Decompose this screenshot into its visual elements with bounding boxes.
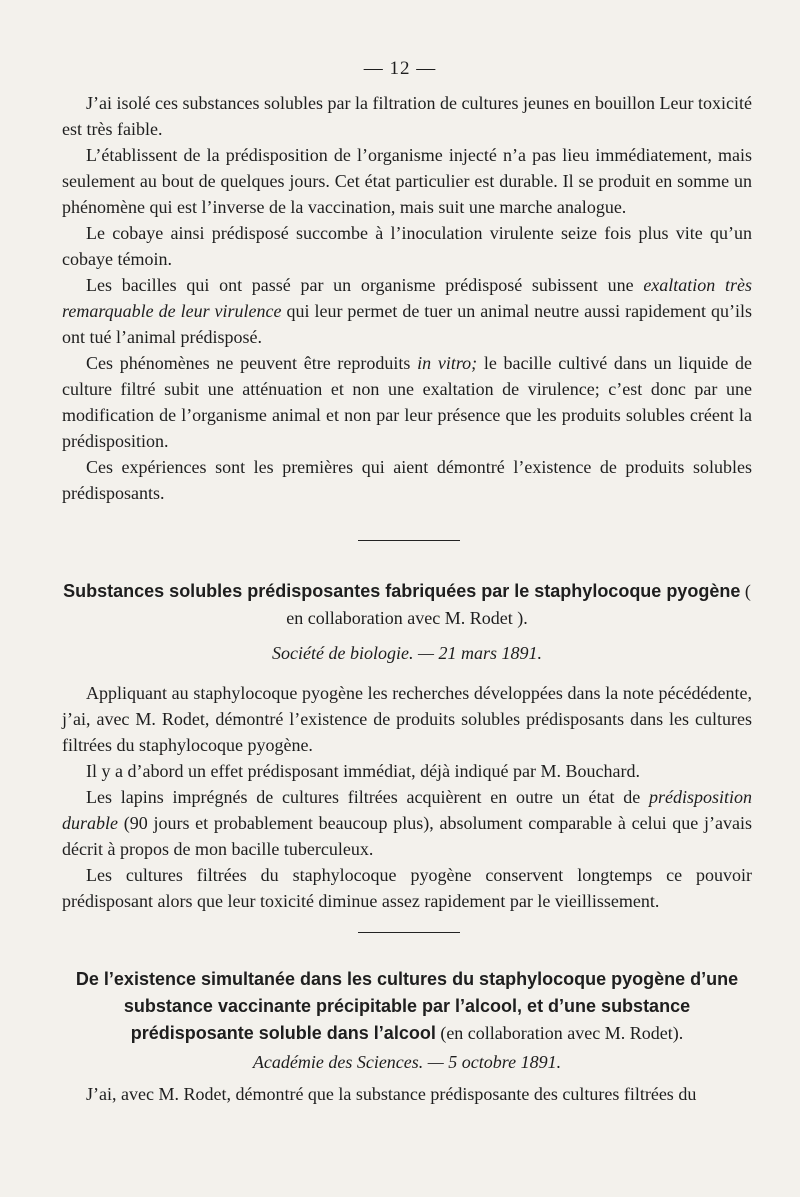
text: Les bacilles qui ont passé par un organisme prédisposé subissent une [86, 275, 644, 295]
section-3 [62, 966, 752, 1107]
text: qui leur permet de tuer un animal neutre aussi rapidement qu’ils ont tué l’animal prédisposé. [62, 301, 753, 347]
paragraph: L’établissent de la prédisposition de l’organisme injecté n’a pas lieu immédiatement, mais seulement au bout de quelques jours. Cet état particulier est durable. Il se produit en somme un phénomène qui est l’inverse de la vaccination, mais suit une marche analogue. [62, 145, 752, 217]
source-citation: Société de biologie. — 21 mars 1891. [272, 643, 542, 663]
title-text: De l’existence simultanée dans les cultures du staphylocoque pyogène d’une substance vaccinante précipitable par l’alcool, et d’une substance prédisposante soluble dans l’alcool [75, 969, 739, 1043]
paragraph: J’ai isolé ces substances solubles par la filtration de cultures jeunes en bouillon Leur toxicité est très faible. [62, 93, 752, 139]
paragraph: Ces expériences sont les premières qui aient démontré l’existence de produits solubles prédisposants. [62, 457, 752, 503]
emphasis-text: exaltation très remarquable de leur virulence [62, 275, 752, 321]
page-number: — 12 — [363, 58, 437, 79]
section-2-body [62, 680, 752, 914]
text: Les lapins imprégnés de cultures filtrées acquièrent en outre un état de [86, 787, 649, 807]
section-divider [358, 932, 460, 933]
text: Ces phénomènes ne peuvent être reproduits [86, 353, 418, 373]
title-text: Substances solubles prédisposantes fabriquées par le staphylocoque pyogène [63, 581, 741, 601]
emphasis-text: in vitro; [417, 353, 478, 373]
paragraph [62, 350, 752, 454]
section-1-body [62, 90, 752, 506]
text: (90 jours et probablement beaucoup plus), absolument comparable à celui que j’avais décrit à propos de mon bacille tuberculeux. [62, 813, 752, 859]
section-2 [62, 578, 752, 914]
emphasis-text: prédisposition durable [62, 787, 752, 833]
title-collaboration: ( en collaboration avec M. Rodet ). [286, 581, 751, 628]
section-divider [358, 540, 460, 541]
section-title [62, 966, 752, 1047]
paragraph [62, 272, 752, 350]
paragraph [62, 784, 752, 862]
paragraph: Il y a d’abord un effet prédisposant immédiat, déjà indiqué par M. Bouchard. [86, 761, 641, 781]
paragraph: J’ai, avec M. Rodet, démontré que la substance prédisposante des cultures filtrées du [86, 1084, 697, 1104]
section-3-body [62, 1081, 752, 1107]
paragraph: Appliquant au staphylocoque pyogène les recherches développées dans la note pécédédente, j’ai, avec M. Rodet, démontré l’existence de produits solubles prédisposants dans les cultures filtrées du staphylocoque pyogène. [62, 683, 752, 755]
paragraph: Les cultures filtrées du staphylocoque pyogène conservent longtemps ce pouvoir prédisposant alors que leur toxicité diminue assez rapidement par le vieillissement. [62, 865, 752, 911]
section-title [62, 578, 752, 632]
paragraph: Le cobaye ainsi prédisposé succombe à l’inoculation virulente seize fois plus vite qu’un cobaye témoin. [62, 223, 752, 269]
source-citation: Académie des Sciences. — 5 octobre 1891. [252, 1052, 562, 1072]
text: le bacille cultivé dans un liquide de culture filtré subit une atténuation et non une exaltation de virulence; c’est donc par une modification de l’organisme animal et non par leur présence que les produits solubles créent la prédisposition. [62, 353, 752, 451]
title-collaboration: (en collaboration avec M. Rodet). [435, 1023, 684, 1043]
